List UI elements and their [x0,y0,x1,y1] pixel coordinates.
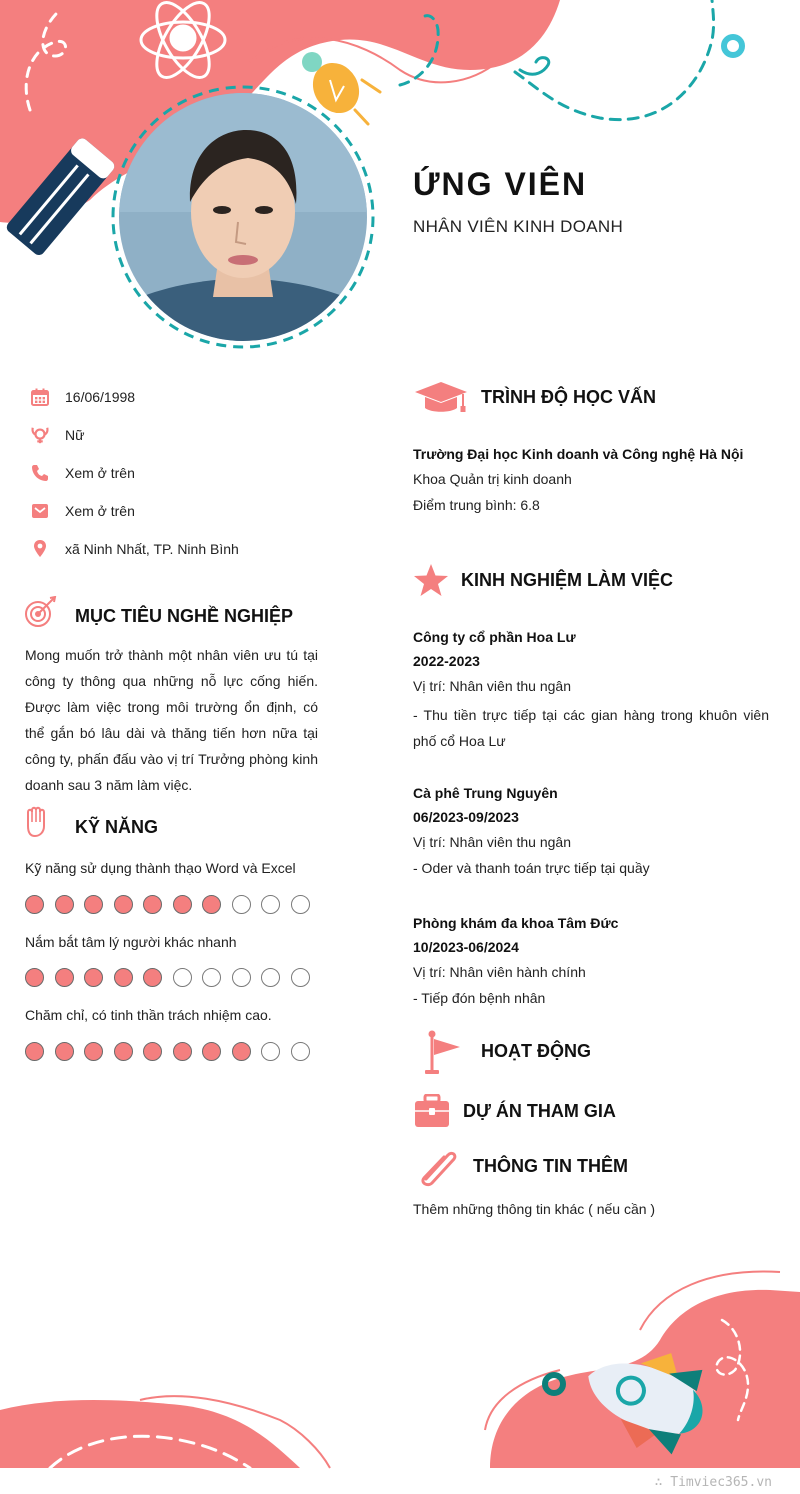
skill-label: Chăm chỉ, có tinh thần trách nhiệm cao. [25,1007,272,1023]
job-description: - Oder và thanh toán trực tiếp tại quầy [413,860,650,876]
contact-row-birthday [30,385,135,409]
rating-dot-filled [55,968,74,987]
experience-heading: KINH NGHIỆM LÀM VIỆC [461,570,674,590]
rating-dot-filled [143,895,162,914]
rating-dot-empty [291,968,310,987]
job-company: Phòng khám đa khoa Tâm Đức [413,915,619,931]
watermark: ∴ Timviec365.vn [654,1475,772,1490]
skill-rating [25,895,320,914]
rating-dot-filled [84,895,103,914]
job-description: - Thu tiền trực tiếp tại các gian hàng trong khuôn viên phố cổ Hoa Lư [413,707,769,749]
rating-dot-empty [232,968,251,987]
star-icon [413,563,449,597]
job-period: 10/2023-06/2024 [413,939,519,955]
rating-dot-empty [291,895,310,914]
gpa: Điểm trung bình: 6.8 [413,497,540,513]
contact-row-address [30,537,239,561]
education-heading: TRÌNH ĐỘ HỌC VẤN [481,387,656,407]
phone-icon [30,463,50,483]
rating-dot-empty [173,968,192,987]
rating-dot-filled [55,1042,74,1061]
school-name: Trường Đại học Kinh doanh và Công nghệ Hà Nội [413,446,744,462]
rating-dot-filled [25,1042,44,1061]
contact-row-phone [30,461,135,485]
skills-heading: KỸ NĂNG [75,817,159,837]
additional-heading: THÔNG TIN THÊM [473,1156,628,1176]
rating-dot-filled [25,895,44,914]
skill-label: Kỹ năng sử dụng thành thạo Word và Excel [25,860,296,876]
gender-text: Nữ [65,427,85,443]
rating-dot-empty [261,895,280,914]
rating-dot-filled [173,1042,192,1061]
email-text: Xem ở trên [65,503,135,519]
job-company: Công ty cổ phần Hoa Lư [413,629,576,645]
rating-dot-filled [143,968,162,987]
contact-row-gender [30,423,84,447]
rating-dot-filled [114,968,133,987]
job-position: Vị trí: Nhân viên thu ngân [413,834,571,850]
ring-icon [724,37,742,55]
candidate-name: ỨNG VIÊN [413,166,588,202]
job-position: Vị trí: Nhân viên hành chính [413,964,586,980]
job-period: 2022-2023 [413,653,480,669]
rating-dot-empty [261,1042,280,1061]
job-description: - Tiếp đón bệnh nhân [413,990,546,1006]
rating-dot-filled [202,1042,221,1061]
briefcase-icon [414,1094,450,1128]
rating-dot-filled [84,968,103,987]
address-text: xã Ninh Nhất, TP. Ninh Bình [65,541,239,557]
rating-dot-empty [232,895,251,914]
phone-text: Xem ở trên [65,465,135,481]
skill-label: Nắm bắt tâm lý người khác nhanh [25,934,237,950]
skill-rating [25,1042,320,1061]
graduation-cap-icon [413,380,469,416]
gender-icon [30,425,50,445]
activities-heading: HOẠT ĐỘNG [481,1041,591,1061]
rating-dot-filled [143,1042,162,1061]
additional-text: Thêm những thông tin khác ( nếu cần ) [413,1201,656,1217]
calendar-icon [30,387,50,407]
rating-dot-filled [114,1042,133,1061]
skill-rating [25,968,320,987]
birthday-text: 16/06/1998 [65,389,136,405]
avatar [118,92,368,342]
paperclip-icon [414,1145,460,1187]
rating-dot-filled [173,895,192,914]
rating-dot-empty [291,1042,310,1061]
job-company: Cà phê Trung Nguyên [413,785,558,801]
objective-heading: MỤC TIÊU NGHỀ NGHIỆP [75,606,294,626]
rating-dot-filled [202,895,221,914]
job-position: Vị trí: Nhân viên thu ngân [413,678,571,694]
location-icon [30,539,50,559]
target-icon [24,596,58,630]
fist-icon [24,806,48,838]
job-period: 06/2023-09/2023 [413,809,519,825]
flag-icon [422,1030,462,1076]
rating-dot-filled [25,968,44,987]
faculty: Khoa Quản trị kinh doanh [413,471,572,487]
job-title: NHÂN VIÊN KINH DOANH [413,217,624,236]
email-icon [30,501,50,521]
rating-dot-filled [232,1042,251,1061]
rating-dot-filled [114,895,133,914]
rating-dot-filled [84,1042,103,1061]
contact-row-email [30,499,135,523]
rating-dot-empty [202,968,221,987]
objective-text: Mong muốn trở thành một nhân viên ưu tú tại công ty thông qua những nỗ lực cống hiến. Được làm việc trong môi trường ổn định, có thể gắn bó lâu dài và thăng tiến hơn nữa tại công ty, phấn đấu vào vị trí Trưởng phòng kinh doanh sau 3 năm làm việc. [25,647,318,793]
rating-dot-filled [55,895,74,914]
rating-dot-empty [261,968,280,987]
projects-heading: DỰ ÁN THAM GIA [463,1101,616,1121]
